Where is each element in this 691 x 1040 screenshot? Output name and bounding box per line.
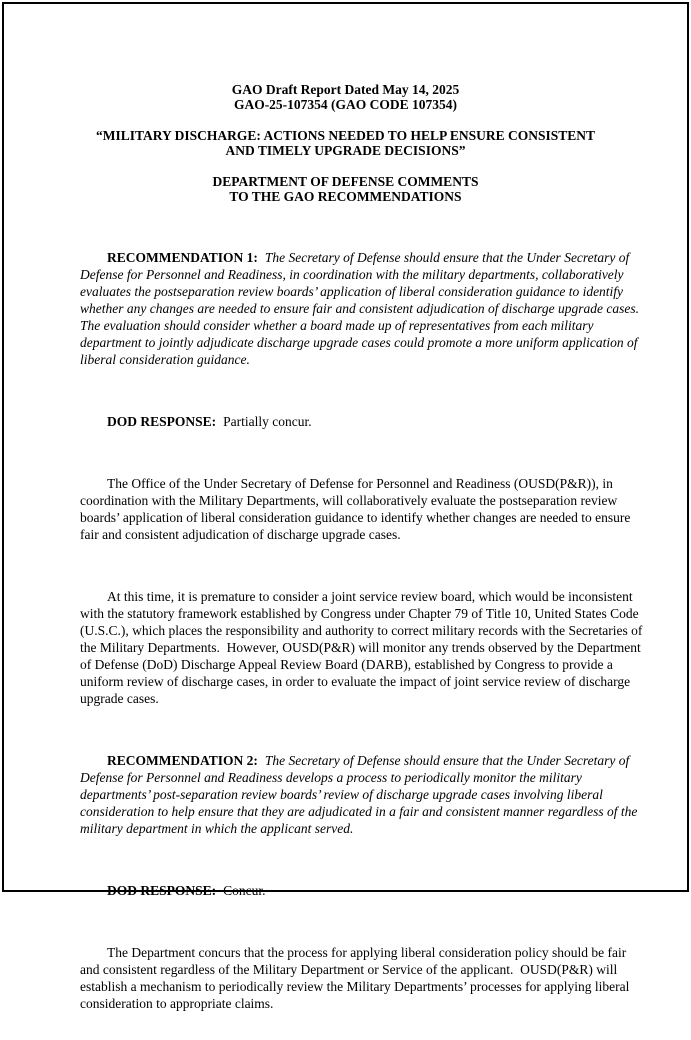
dod-response-1-text: Partially concur.: [223, 414, 312, 430]
document-header: [4, 4, 687, 204]
subtitle-line-2: TO THE GAO RECOMMENDATIONS: [229, 189, 462, 205]
recommendation-2-paragraph: [80, 735, 646, 854]
recommendation-1-label: RECOMMENDATION 1:: [107, 250, 258, 266]
report-id-block: [4, 82, 687, 113]
recommendation-2-label: RECOMMENDATION 2:: [107, 753, 258, 769]
dod-response-2-paragraph: [80, 865, 646, 916]
response-1-detail-paragraph-1: [80, 458, 646, 560]
response-1-detail-paragraph-2: [80, 571, 646, 724]
dod-response-1-paragraph: [80, 396, 646, 447]
document-body: [80, 232, 646, 1029]
page-content: [4, 4, 687, 1040]
response-1-detail-2-text: At this time, it is premature to consider a joint service review board, which would be inconsistent with the statutory framework established by Congress under Chapter 79 of Title 10, United States Code (U.S.C.), which places the responsibility and authority to correct military records with the Secretaries of the Military Departments. However, OUSD(P&R) will monitor any trends observed by the Department of Defense (DoD) Discharge Appeal Review Board (DARB), established by Congress to provide a uniform review of discharge cases, in order to evaluate the impact of joint service review of discharge upgrade cases.: [80, 589, 646, 707]
report-code-line: GAO-25-107354 (GAO CODE 107354): [233, 97, 458, 113]
comments-subtitle-block: [4, 174, 687, 205]
dod-response-1-label: DOD RESPONSE:: [107, 414, 217, 430]
report-title-line-2: AND TIMELY UPGRADE DECISIONS”: [225, 143, 466, 159]
recommendation-1-paragraph: [80, 232, 646, 385]
report-date-line: GAO Draft Report Dated May 14, 2025: [231, 82, 460, 97]
response-1-detail-1-text: The Office of the Under Secretary of Defense for Personnel and Readiness (OUSD(P&R)), in coordination with the Military Departments, will collaboratively evaluate the postseparation review boards’ application of liberal consideration guidance to identify whether changes are needed to ensure fair and consistent adjudication of discharge upgrade cases.: [80, 476, 634, 543]
subtitle-line-1: DEPARTMENT OF DEFENSE COMMENTS: [212, 173, 479, 189]
response-2-detail-paragraph: [80, 927, 646, 1029]
dod-response-2-label: DOD RESPONSE:: [107, 883, 217, 899]
recommendation-1-text: The Secretary of Defense should ensure that the Under Secretary of Defense for Personnel and Readiness, in coordination with the military departments, collaboratively evaluates the postseparation review boards’ application of liberal consideration guidance to identify whether any changes are needed to ensure fair and consistent adjudication of discharge upgrade cases. The evaluation should consider whether a board made up of representatives from each military department to jointly adjudicate discharge upgrade cases could promote a more uniform application of liberal consideration guidance.: [80, 250, 646, 368]
dod-response-2-text: Concur.: [223, 883, 266, 899]
response-2-detail-text: The Department concurs that the process for applying liberal consideration policy should be fair and consistent regardless of the Military Department or Service of the applicant. OUSD(P&R) will establish a mechanism to periodically review the Military Departments’ processes for applying liberal consideration to appropriate claims.: [80, 945, 633, 1012]
report-title-block: [4, 128, 687, 159]
report-title-line-1: “MILITARY DISCHARGE: ACTIONS NEEDED TO HELP ENSURE CONSISTENT: [95, 127, 596, 143]
recommendation-2-text: The Secretary of Defense should ensure that the Under Secretary of Defense for Personnel and Readiness develops a process to periodically monitor the military departments’ post-separation review boards’ review of discharge upgrade cases involving liberal consideration to help ensure that they are adjudicated in a fair and consistent manner regardless of the military department in which the applicant served.: [80, 753, 641, 837]
